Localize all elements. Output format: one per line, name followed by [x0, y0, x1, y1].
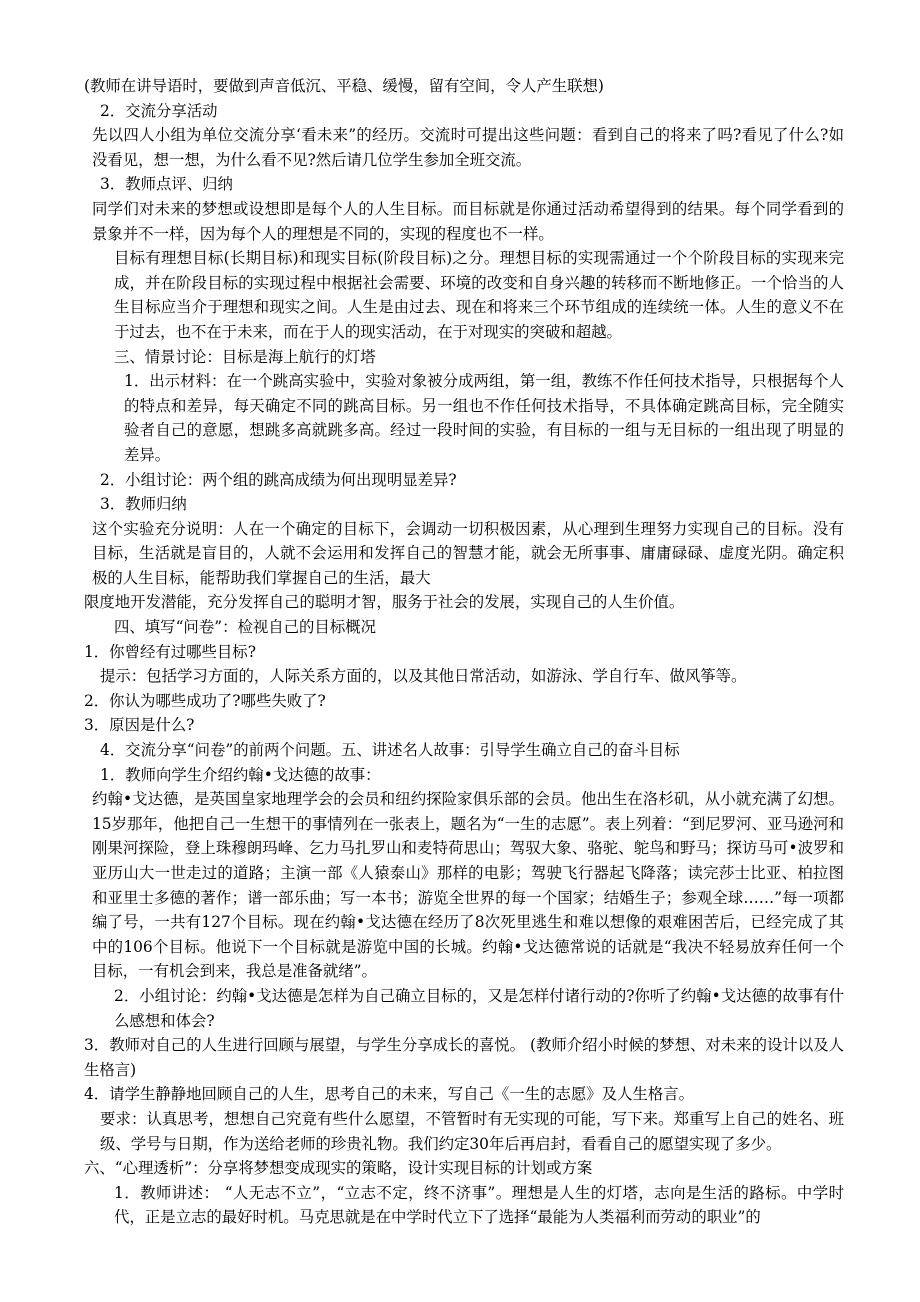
- paragraph: (教师在讲导语时，要做到声音低沉、平稳、缓慢，留有空间，令人产生联想): [84, 77, 604, 95]
- paragraph: 先以四人小组为单位交流分享‘看未来”的经历。交流时可提出这些问题：看到自己的将来了吗?看见了什么?如没看见，想一想，为什么看不见?然后请几位学生参加全班交流。: [92, 126, 844, 169]
- paragraph: 1．教师向学生介绍约翰•戈达德的故事：: [100, 765, 381, 784]
- paragraph: 3．原因是什么?: [84, 716, 195, 735]
- paragraph: 1．教师讲述： “人无志不立”，“立志不定，终不济事”。理想是人生的灯塔，志向是生活的路标。中学时代，正是立志的最好时机。马克思就是在中学时代立下了选择“最能为人类福利而劳动的职业”的: [114, 1183, 844, 1227]
- paragraph: 2．小组讨论：两个组的跳高成绩为何出现明显差异?: [100, 470, 457, 489]
- paragraph: 要求：认真思考，想想自己究竟有些什么愿望，不管暂时有无实现的可能，写下来。郑重写上自己的姓名、班级、学号与日期，作为送给老师的珍贵礼物。我们约定30年后再启封，看看自己的愿望实现了多少。: [100, 1109, 844, 1153]
- paragraph: 2．你认为哪些成功了?哪些失败了?: [84, 691, 326, 710]
- paragraph: 2．交流分享活动: [100, 101, 218, 120]
- paragraph: 3．教师对自己的人生进行回顾与展望，与学生分享成长的喜悦。 (教师介绍小时候的梦想、对未来的设计以及人生格言): [84, 1036, 844, 1079]
- paragraph: 这个实验充分说明：人在一个确定的目标下，会调动一切积极因素，从心理到生理努力实现自己的目标。没有目标，生活就是盲目的，人就不会运用和发挥自己的智慧才能，就会无所事事、庸庸碌碌、虚度光阴。确定积极的人生目标，能帮助我们掌握自己的生活，最大: [92, 519, 844, 587]
- paragraph: 限度地开发潜能，充分发挥自己的聪明才智，服务于社会的发展，实现自己的人生价值。: [84, 593, 685, 612]
- paragraph: 3．教师归纳: [100, 495, 187, 514]
- paragraph: 六、“心理透析”：分享将梦想变成现实的策略，设计实现目标的计划或方案: [84, 1159, 593, 1178]
- paragraph: 3．教师点评、归纳: [100, 175, 233, 194]
- paragraph: 2．小组讨论：约翰•戈达德是怎样为自己确立目标的，又是怎样付诸行动的?你听了约翰•戈达德的故事有什么感想和体会?: [114, 986, 844, 1030]
- paragraph: 同学们对未来的梦想或设想即是每个人的人生目标。而目标就是你通过活动希望得到的结果。每个同学看到的景象并不一样，因为每个人的理想是不同的，实现的程度也不一样。: [92, 199, 844, 243]
- paragraph: 目标有理想目标(长期目标)和现实目标(阶段目标)之分。理想目标的实现需通过一个个阶段目标的实现来完成，并在阶段目标的实现过程中根据社会需要、环境的改变和自身兴趣的转移而不断地修正。一个恰当的人生目标应当介于理想和现实之间。人生是由过去、现在和将来三个环节组成的连续统一体。人生的意义不在于过去，也不在于未来，而在于人的现实活动，在于对现实的突破和超越。: [114, 249, 844, 341]
- paragraph: 1．出示材料：在一个跳高实验中，实验对象被分成两组，第一组，教练不作任何技术指导，只根据每个人的特点和差异，每天确定不同的跳高目标。另一组也不作任何技术指导，不具体确定跳高目标，完全随实验者自己的意愿，想跳多高就跳多高。经过一段时间的实验，有目标的一组与无目标的一组出现了明显的差异。: [124, 372, 844, 464]
- paragraph: 4．请学生静静地回顾自己的人生，思考自己的未来，写自己《一生的志愿》及人生格言。: [84, 1085, 695, 1104]
- paragraph: 约翰•戈达德，是英国皇家地理学会的会员和纽约探险家俱乐部的会员。他出生在洛杉矶，从小就充满了幻想。15岁那年，他把自己一生想干的事情列在一张表上，题名为“一生的志愿”。表上列着：“到尼罗河、亚马逊河和刚果河探险，登上珠穆朗玛峰、乞力马扎罗山和麦特荷思山；驾驭大象、骆驼、鸵鸟和野马；探访马可•波罗和亚历山大一世走过的道路；主演一部《人猿泰山》那样的电影；驾驶飞行器起飞降落；读完莎士比亚、柏拉图和亚里士多德的著作；谱一部乐曲；写一本书；游览全世界的每一个国家；结婚生子；参观全球……”每一项都编了号，一共有127个目标。现在约翰•戈达德在经历了8次死里逃生和难以想像的艰难困苦后，已经完成了其中的106个目标。他说下一个目标就是游览中国的长城。约翰•戈达德常说的话就是“我决不轻易放弃任何一个目标，一有机会到来，我总是准备就绪”。: [92, 790, 844, 981]
- paragraph: 提示：包括学习方面的，人际关系方面的，以及其他日常活动，如游泳、学自行车、做风筝等。: [100, 667, 747, 686]
- paragraph: 4．交流分享“问卷”的前两个问题。五、讲述名人故事：引导学生确立自己的奋斗目标: [100, 741, 680, 760]
- paragraph: 1．你曾经有过哪些目标?: [84, 642, 256, 661]
- paragraph: 四、填写“问卷”：检视自己的目标概况: [114, 618, 376, 637]
- paragraph: 三、情景讨论：目标是海上航行的灯塔: [114, 347, 376, 366]
